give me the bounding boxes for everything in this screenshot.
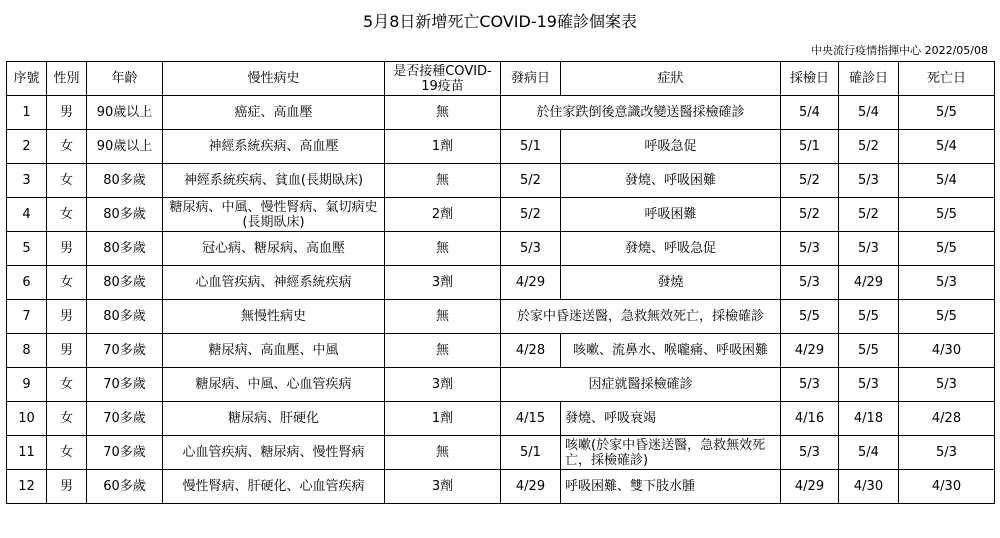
cell-vaccine: 3劑 xyxy=(385,266,501,300)
cell-seq: 7 xyxy=(7,300,47,334)
cell-death: 5/5 xyxy=(899,232,995,266)
cell-onset-symptoms: 因症就醫採檢確診 xyxy=(501,368,781,402)
cell-symptoms: 呼吸困難 xyxy=(561,198,781,232)
cell-vaccine: 無 xyxy=(385,232,501,266)
cell-confirmed: 5/3 xyxy=(839,164,899,198)
cell-sampling: 5/5 xyxy=(781,300,839,334)
cell-confirmed: 5/3 xyxy=(839,232,899,266)
cell-chronic: 神經系統疾病、貧血(長期臥床) xyxy=(163,164,385,198)
page-title: 5月8日新增死亡COVID-19確診個案表 xyxy=(363,12,637,31)
header-sampling: 採檢日 xyxy=(781,62,839,96)
cell-seq: 3 xyxy=(7,164,47,198)
cell-confirmed: 5/4 xyxy=(839,436,899,470)
cell-symptoms: 呼吸困難、雙下肢水腫 xyxy=(561,470,781,504)
cell-seq: 9 xyxy=(7,368,47,402)
table-row xyxy=(7,232,995,266)
cell-age: 90歲以上 xyxy=(87,96,163,130)
cell-age: 80多歲 xyxy=(87,266,163,300)
cell-death: 5/3 xyxy=(899,266,995,300)
cell-sex: 男 xyxy=(47,470,87,504)
table-body xyxy=(7,96,995,504)
header-confirmed: 確診日 xyxy=(839,62,899,96)
cell-age: 90歲以上 xyxy=(87,130,163,164)
cell-age: 80多歲 xyxy=(87,232,163,266)
cell-seq: 4 xyxy=(7,198,47,232)
table-row xyxy=(7,96,995,130)
header-sex: 性別 xyxy=(47,62,87,96)
cell-sampling: 4/29 xyxy=(781,470,839,504)
header-chronic: 慢性病史 xyxy=(163,62,385,96)
cell-age: 70多歲 xyxy=(87,334,163,368)
header-death: 死亡日 xyxy=(899,62,995,96)
cell-sex: 男 xyxy=(47,232,87,266)
cell-sampling: 4/29 xyxy=(781,334,839,368)
cell-symptoms: 發燒、呼吸衰竭 xyxy=(561,402,781,436)
cell-chronic: 糖尿病、中風、慢性腎病、氣切病史(長期臥床) xyxy=(163,198,385,232)
cell-vaccine: 無 xyxy=(385,334,501,368)
cell-vaccine: 2劑 xyxy=(385,198,501,232)
cell-confirmed: 4/30 xyxy=(839,470,899,504)
cell-sampling: 4/16 xyxy=(781,402,839,436)
cell-symptoms: 發燒 xyxy=(561,266,781,300)
cell-sampling: 5/3 xyxy=(781,266,839,300)
cell-onset: 4/28 xyxy=(501,334,561,368)
header-symptoms: 症狀 xyxy=(561,62,781,96)
cell-sex: 女 xyxy=(47,130,87,164)
cell-symptoms: 發燒、呼吸困難 xyxy=(561,164,781,198)
cell-confirmed: 5/5 xyxy=(839,300,899,334)
cell-death: 4/30 xyxy=(899,334,995,368)
table-row xyxy=(7,368,995,402)
table-row xyxy=(7,436,995,470)
cell-vaccine: 無 xyxy=(385,300,501,334)
header-row xyxy=(7,62,995,96)
cell-sampling: 5/2 xyxy=(781,164,839,198)
cell-vaccine: 無 xyxy=(385,164,501,198)
table-row xyxy=(7,130,995,164)
cell-sex: 女 xyxy=(47,402,87,436)
cell-sampling: 5/3 xyxy=(781,232,839,266)
cell-death: 5/3 xyxy=(899,436,995,470)
cell-death: 5/5 xyxy=(899,198,995,232)
cell-confirmed: 5/2 xyxy=(839,198,899,232)
cell-death: 5/5 xyxy=(899,300,995,334)
cell-onset: 5/2 xyxy=(501,198,561,232)
cell-age: 70多歲 xyxy=(87,368,163,402)
cases-table xyxy=(6,61,995,504)
cell-age: 70多歲 xyxy=(87,436,163,470)
cell-symptoms: 發燒、呼吸急促 xyxy=(561,232,781,266)
table-row xyxy=(7,164,995,198)
cell-sex: 男 xyxy=(47,300,87,334)
cell-seq: 10 xyxy=(7,402,47,436)
cell-chronic: 糖尿病、高血壓、中風 xyxy=(163,334,385,368)
cell-chronic: 無慢性病史 xyxy=(163,300,385,334)
cell-age: 80多歲 xyxy=(87,300,163,334)
cell-death: 4/28 xyxy=(899,402,995,436)
cell-onset-symptoms: 於住家跌倒後意識改變送醫採檢確診 xyxy=(501,96,781,130)
cell-confirmed: 5/2 xyxy=(839,130,899,164)
cell-sex: 女 xyxy=(47,436,87,470)
cell-age: 60多歲 xyxy=(87,470,163,504)
cell-sex: 女 xyxy=(47,164,87,198)
cell-chronic: 慢性腎病、肝硬化、心血管疾病 xyxy=(163,470,385,504)
cell-death: 5/4 xyxy=(899,130,995,164)
table-row xyxy=(7,334,995,368)
cell-confirmed: 5/3 xyxy=(839,368,899,402)
cell-symptoms: 呼吸急促 xyxy=(561,130,781,164)
cell-seq: 11 xyxy=(7,436,47,470)
cell-sampling: 5/2 xyxy=(781,198,839,232)
cell-symptoms: 咳嗽(於家中昏迷送醫，急救無效死亡，採檢確診) xyxy=(561,436,781,470)
cell-confirmed: 4/18 xyxy=(839,402,899,436)
table-row xyxy=(7,402,995,436)
cell-seq: 6 xyxy=(7,266,47,300)
cell-death: 5/4 xyxy=(899,164,995,198)
cell-vaccine: 3劑 xyxy=(385,368,501,402)
source-note: 中央流行疫情指揮中心 2022/05/08 xyxy=(811,44,988,57)
table-row xyxy=(7,198,995,232)
cell-sampling: 5/1 xyxy=(781,130,839,164)
cell-sex: 女 xyxy=(47,198,87,232)
table-row xyxy=(7,266,995,300)
cell-sampling: 5/3 xyxy=(781,368,839,402)
cell-onset: 4/29 xyxy=(501,266,561,300)
cell-chronic: 心血管疾病、神經系統疾病 xyxy=(163,266,385,300)
cell-symptoms: 咳嗽、流鼻水、喉嚨痛、呼吸困難 xyxy=(561,334,781,368)
cell-chronic: 神經系統疾病、高血壓 xyxy=(163,130,385,164)
cell-seq: 8 xyxy=(7,334,47,368)
cell-vaccine: 1劑 xyxy=(385,130,501,164)
cell-chronic: 糖尿病、中風、心血管疾病 xyxy=(163,368,385,402)
header-age: 年齡 xyxy=(87,62,163,96)
cell-death: 5/3 xyxy=(899,368,995,402)
cell-sex: 男 xyxy=(47,334,87,368)
cell-chronic: 癌症、高血壓 xyxy=(163,96,385,130)
table-row xyxy=(7,470,995,504)
cell-seq: 12 xyxy=(7,470,47,504)
cell-onset: 5/1 xyxy=(501,130,561,164)
cell-confirmed: 4/29 xyxy=(839,266,899,300)
header-seq: 序號 xyxy=(7,62,47,96)
cell-chronic: 心血管疾病、糖尿病、慢性腎病 xyxy=(163,436,385,470)
cell-onset: 4/15 xyxy=(501,402,561,436)
cell-sex: 男 xyxy=(47,96,87,130)
cell-age: 70多歲 xyxy=(87,402,163,436)
cell-sex: 女 xyxy=(47,368,87,402)
cell-confirmed: 5/4 xyxy=(839,96,899,130)
cell-onset: 5/3 xyxy=(501,232,561,266)
cell-onset: 5/2 xyxy=(501,164,561,198)
cell-age: 80多歲 xyxy=(87,198,163,232)
cell-vaccine: 無 xyxy=(385,436,501,470)
cell-seq: 1 xyxy=(7,96,47,130)
cell-onset: 4/29 xyxy=(501,470,561,504)
cell-onset: 5/1 xyxy=(501,436,561,470)
cell-sampling: 5/4 xyxy=(781,96,839,130)
cell-death: 4/30 xyxy=(899,470,995,504)
cell-sex: 女 xyxy=(47,266,87,300)
cell-vaccine: 3劑 xyxy=(385,470,501,504)
cell-age: 80多歲 xyxy=(87,164,163,198)
header-onset: 發病日 xyxy=(501,62,561,96)
cell-chronic: 糖尿病、肝硬化 xyxy=(163,402,385,436)
table-row xyxy=(7,300,995,334)
cell-sampling: 5/3 xyxy=(781,436,839,470)
cell-vaccine: 無 xyxy=(385,96,501,130)
header-vaccine: 是否接種COVID-19疫苗 xyxy=(385,62,501,96)
cell-seq: 5 xyxy=(7,232,47,266)
cell-seq: 2 xyxy=(7,130,47,164)
cell-confirmed: 5/5 xyxy=(839,334,899,368)
cell-chronic: 冠心病、糖尿病、高血壓 xyxy=(163,232,385,266)
cell-onset-symptoms: 於家中昏迷送醫，急救無效死亡，採檢確診 xyxy=(501,300,781,334)
cell-death: 5/5 xyxy=(899,96,995,130)
cell-vaccine: 1劑 xyxy=(385,402,501,436)
